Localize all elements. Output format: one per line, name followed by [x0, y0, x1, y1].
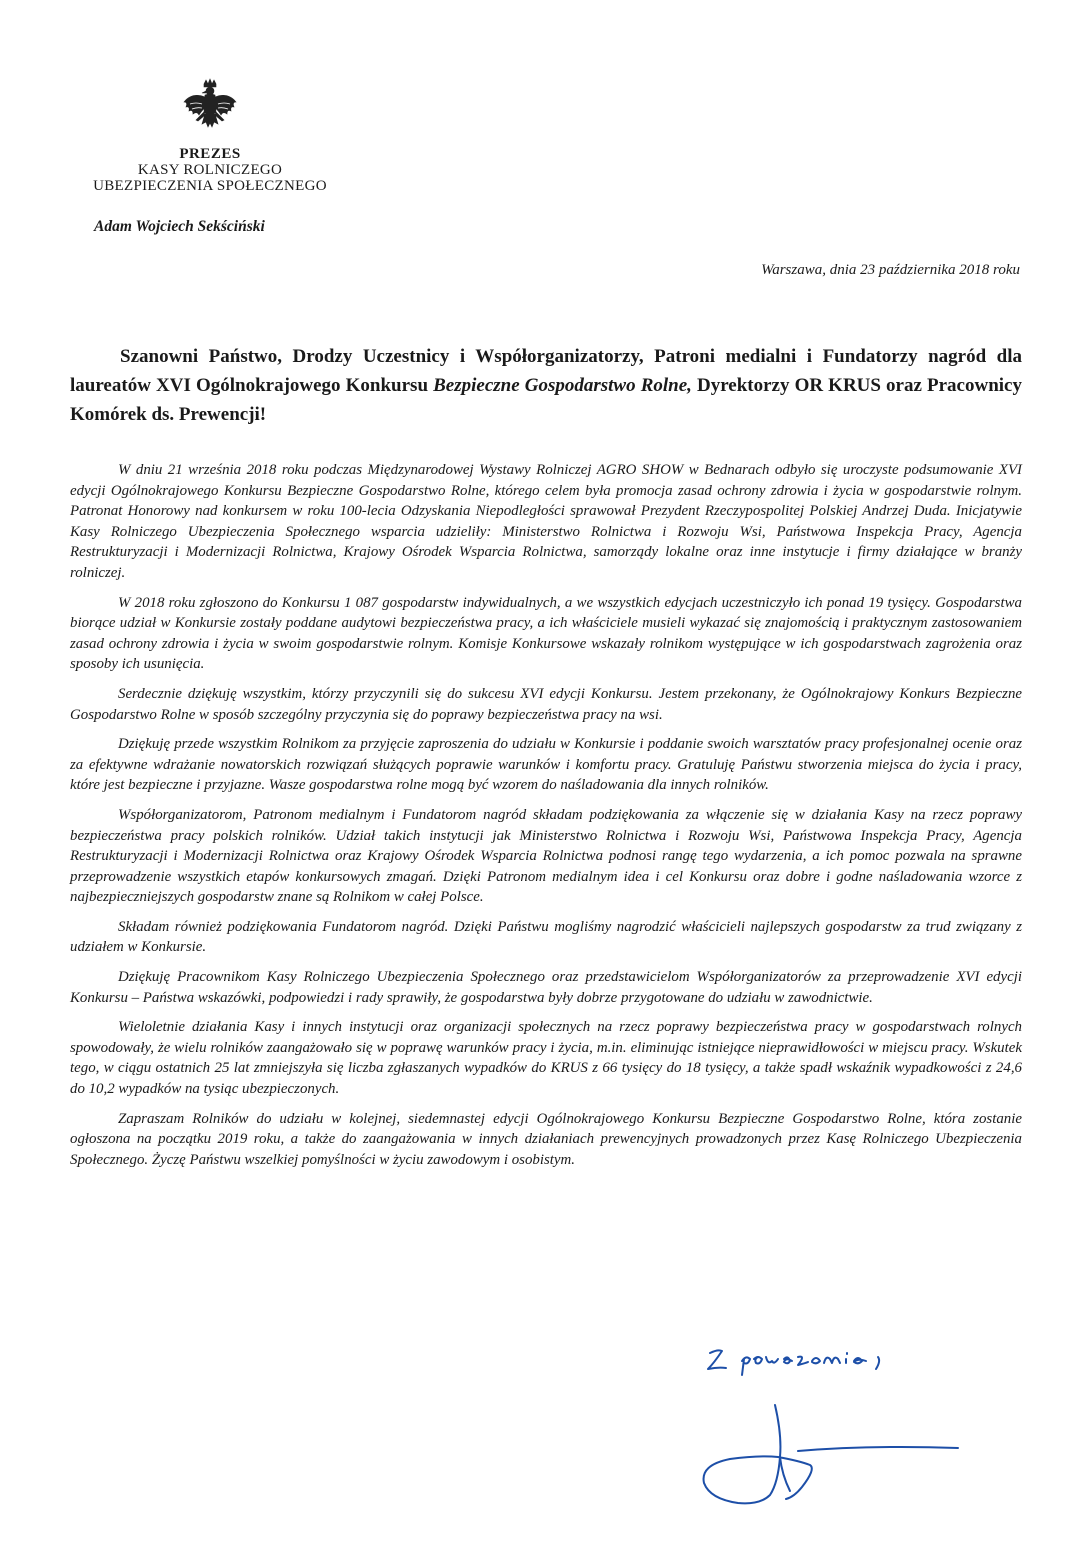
body-paragraph: Dziękuję przede wszystkim Rolnikom za przyjęcie zaproszenia do udziału w Konkursie i poddanie swoich warsztatów pracy profesjonalnej ocenie oraz za efektywne wdrażanie nowatorskich rozwiązań służących poprawie warunków i komfortu pracy. Gratuluję Państwu stworzenia miejsca do życia i pracy, które jest bezpieczne i przyjazne. Wasze gospodarstwa rolne mogą być wzorem do naśladowania dla innych rolników. — [70, 736, 1022, 794]
salutation-contest-name: Bezpieczne Gospodarstwo Rolne, — [433, 375, 692, 396]
body-paragraph: Współorganizatorom, Patronom medialnym i Fundatorom nagród składam podziękowania za włączenie się w działania Kasy na rzecz poprawy bezpieczeństwa pracy polskich rolników. Udział takich instytucji jak Ministerstwo Rolnictwa i Rozwoju Wsi, Państwowa Inspekcja Pracy, Agencja Restrukturyzacji i Modernizacji Rolnictwa oraz Krajowy Ośrodek Wsparcia Rolnictwa podnosi rangę tego wydarzenia, a ich pomoc pozwala na sprawne przeprowadzenie wszystkich etapów konkursowych zmagań. Dzięki Patronom medialnym idea i cel Konkursu oraz dobre i godne naśladowania wzorce z najbezpieczniejszych gospodarstw znane są Rolnikom w całej Polsce. — [70, 806, 1022, 906]
body-paragraph: Serdecznie dziękuję wszystkim, którzy przyczynili się do sukcesu XVI edycji Konkursu. Jestem przekonany, że Ogólnokrajowy Konkurs Bezpieczne Gospodarstwo Rolne w sposób szczególny przyczynia się do poprawy bezpieczeństwa pracy na wsi. — [70, 685, 1022, 723]
signature — [690, 1395, 970, 1510]
body-paragraph: Składam również podziękowania Fundatorom nagród. Dzięki Państwu mogliśmy nagrodzić właścicieli najlepszych gospodarstw za trud związany z udziałem w Konkursie. — [70, 918, 1022, 956]
letterhead — [60, 78, 360, 194]
salutation-part1: Szanowni Państwo, Drodzy Uczestnicy i Współorganizatorzy, Patroni medialni i Fundatorzy nagród dla laureatów XVI Ogólnokrajowego Konkursu — [70, 346, 1022, 396]
letter-body — [70, 460, 1022, 1179]
body-paragraph: Dziękuję Pracownikom Kasy Rolniczego Ubezpieczenia Społecznego oraz przedstawicielom Współorganizatorów za przeprowadzenie XVI edycji Konkursu – Państwa wskazówki, podpowiedzi i rady sprawiły, że gospodarstwa były dobrze przygotowane do udziału w zawodnictwie. — [70, 969, 1022, 1006]
polish-eagle-icon — [178, 78, 242, 142]
letter-date: Warszawa, dnia 23 października 2018 roku — [761, 262, 1020, 278]
letterhead-institution-line2: UBEZPIECZENIA SPOŁECZNEGO — [93, 178, 327, 194]
letterhead-institution-line1: KASY ROLNICZEGO — [137, 162, 283, 178]
author-name: Adam Wojciech Sekściński — [94, 218, 265, 235]
salutation-part2: Dyrektorzy OR KRUS oraz Pracownicy Komórek ds. Prewencji! — [70, 375, 1022, 425]
handwritten-closing — [700, 1335, 920, 1385]
body-paragraph: W dniu 21 września 2018 roku podczas Międzynarodowej Wystawy Rolniczej AGRO SHOW w Bednarach odbyło się uroczyste podsumowanie XVI edycji Ogólnokrajowego Konkursu Bezpieczne Gospodarstwo Rolne, którego celem była promocja zasad ochrony zdrowia i życia w gospodarstwie rolnym. Patronat Honorowy nad konkursem w roku 100-lecia Odzyskania Niepodległości sprawował Prezydent Rzeczypospolitej Polskiej Andrzej Duda. Inicjatywie Kasy Rolniczego Ubezpieczenia Społecznego wsparcia udzieliły: Ministerstwo Rolnictwa i Rozwoju Wsi, Państwowa Inspekcja Pracy, Agencja Restrukturyzacji i Modernizacji Rolnictwa, Krajowy Ośrodek Wsparcia Rolnictwa, samorządy lokalne oraz inne instytucje i firmy działające w branży rolniczej. — [70, 462, 1022, 581]
salutation — [70, 342, 1022, 429]
letterhead-title: PREZES — [179, 146, 241, 162]
body-paragraph: Zapraszam Rolników do udziału w kolejnej, siedemnastej edycji Ogólnokrajowego Konkursu Bezpieczne Gospodarstwo Rolne, która zostanie ogłoszona na początku 2019 roku, a także do zaangażowania w innych działaniach prewencyjnych prowadzonych przez Kasę Rolniczego Ubezpieczenia Społecznego. Życzę Państwu wszelkiej pomyślności w życiu zawodowym i osobistym. — [70, 1110, 1022, 1168]
body-paragraph: W 2018 roku zgłoszono do Konkursu 1 087 gospodarstw indywidualnych, a we wszystkich edycjach uczestniczyło ich ponad 19 tysięcy. Gospodarstwa biorące udział w Konkursie zostały poddane audytowi bezpieczeństwa pracy, a ich właściciele musieli wykazać się znajomością i praktycznym zastosowaniem zasad ochrony zdrowia i życia w swoim gospodarstwie rolnym. Komisje Konkursowe wskazały rolnikom występujące w ich gospodarstwach zagrożenia oraz sposoby ich usunięcia. — [70, 594, 1022, 673]
body-paragraph: Wieloletnie działania Kasy i innych instytucji oraz organizacji społecznych na rzecz poprawy bezpieczeństwa pracy w gospodarstwach rolnych spowodowały, że wielu rolników zaangażowało się w poprawę warunków pracy i życia, m.in. eliminując istniejące nieprawidłowości w miejscu pracy. Wskutek tego, w ciągu ostatnich 25 lat zmniejszyła się liczba zgłaszanych wypadków do KRUS z 66 tysięcy do 18 tysięcy, a także spadł wskaźnik wypadkowości z 24,6 do 10,2 wypadków na tysiąc ubezpieczonych. — [70, 1019, 1022, 1098]
